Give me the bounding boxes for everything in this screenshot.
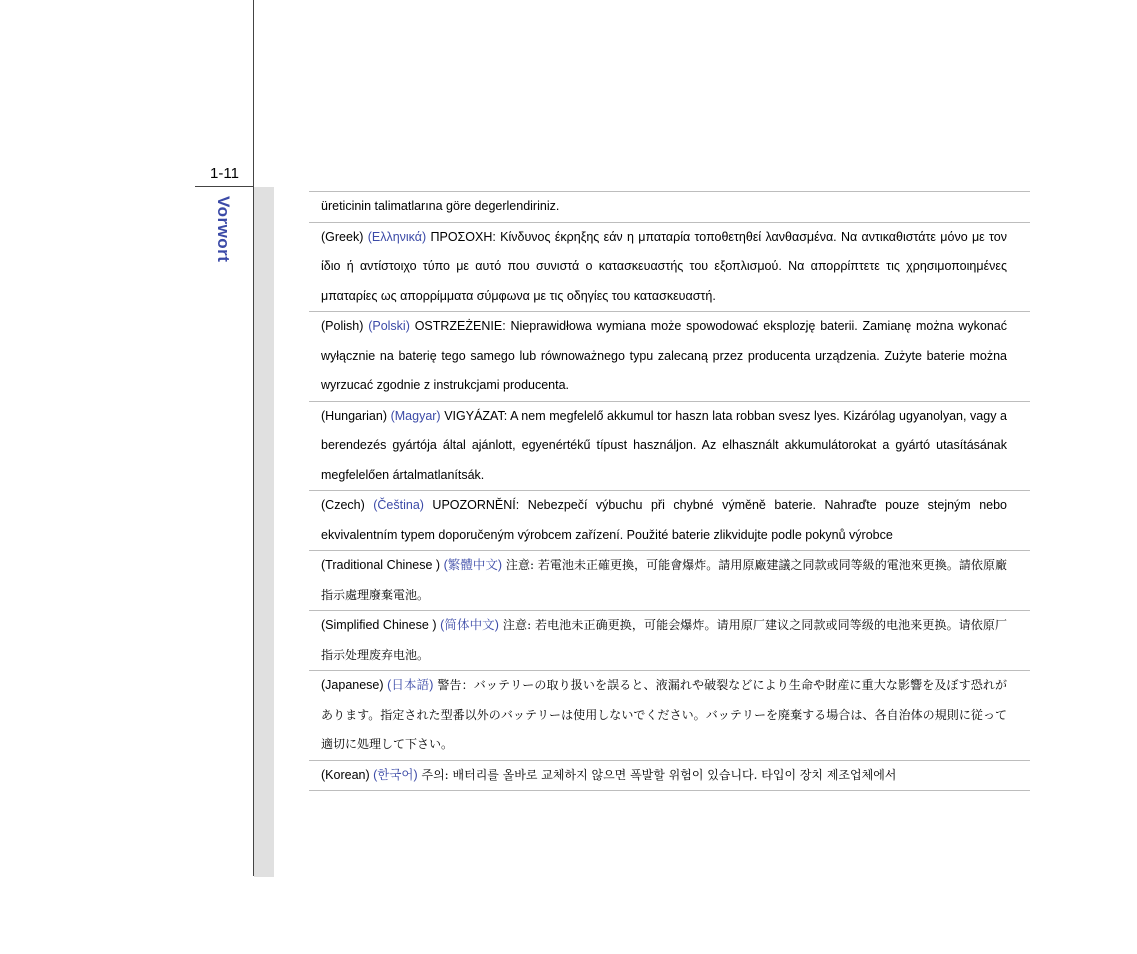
row-label: (Traditional Chinese ) xyxy=(321,558,444,572)
warning-row-czech xyxy=(309,491,1030,551)
row-text: OSTRZEŻENIE: Nieprawidłowa wymiana może spowodować eksplozję baterii. Zamianę można wykonać wyłącznie na baterię tego samego lub równoważnego typu zalecaną przez producenta urządzenia. Zużyte baterie można wyrzucać zgodnie z instrukcjami producenta. xyxy=(321,319,1007,392)
row-label: (Hungarian) xyxy=(321,408,391,423)
warning-row-polish xyxy=(309,312,1030,402)
warning-row-hungarian xyxy=(309,402,1030,492)
page-number: 1-11 xyxy=(210,165,239,182)
row-native-name: (Ελληνικά) xyxy=(367,229,427,244)
row-native-name: (简体中文) xyxy=(440,618,499,632)
row-native-name: (한국어) xyxy=(373,767,418,782)
side-gray-bar xyxy=(254,187,274,877)
warning-row-korean xyxy=(309,761,1030,792)
row-label: (Korean) xyxy=(321,767,374,782)
warning-row-simplified-chinese xyxy=(309,611,1030,671)
row-text: 注意: 若電池未正確更換，可能會爆炸。請用原廠建議之同款或同等級的電池來更換。請依原廠指示處理廢棄電池。 xyxy=(321,558,1007,602)
row-text: ΠΡΟΣΟΧΗ: Κίνδυνος έκρηξης εάν η μπαταρία τοποθετηθεί λανθασμένα. Να αντικαθιστάτε μόνο με τον ίδιο ή αντίστοιχο τύπο με αυτό που συνιστά ο κατασκευαστής του εξοπλισμού. Να απορρίπτετε τις χρησιμοποιημένες μπαταρίες ως απορρίμματα σύμφωνα με τις οδηγίες του κατασκευαστή. xyxy=(321,229,1008,303)
row-text: 주의: 배터리를 올바로 교체하지 않으면 폭발할 위험이 있습니다. 타입이 장치 제조업체에서 xyxy=(417,767,897,782)
row-label: (Simplified Chinese ) xyxy=(321,618,441,632)
row-text: 注意: 若电池未正确更换，可能会爆炸。请用原厂建议之同款或同等级的电池来更换。请依原厂指示处理废弃电池。 xyxy=(321,618,1008,662)
row-label: (Japanese) xyxy=(321,678,388,692)
row-native-name: (Čeština) xyxy=(373,498,424,512)
row-label: (Polish) xyxy=(321,319,369,333)
warning-row-greek xyxy=(309,223,1030,313)
row-native-name: (繁體中文) xyxy=(443,558,503,572)
warning-row-continuation xyxy=(309,192,1030,223)
row-text: üreticinin talimatlarına göre degerlendiriniz. xyxy=(321,199,560,213)
row-native-name: (Polski) xyxy=(368,319,410,333)
page-number-rule xyxy=(195,186,253,187)
row-text: UPOZORNĚNÍ: Nebezpečí výbuchu při chybné výměně baterie. Nahraďte pouze stejným nebo ekvivalentním typem doporučeným výrobcem zařízení. Použité baterie zlikvidujte podle pokynů výrobce xyxy=(321,498,1008,542)
warning-row-traditional-chinese xyxy=(309,551,1030,611)
row-text: 警告：バッテリーの取り扱いを誤ると、液漏れや破裂などにより生命や財産に重大な影響を及ぼす恐れがあります。指定された型番以外のバッテリーは使用しないでください。バッテリーを廃棄する場合は、各自治体の規則に従って適切に処理して下さい。 xyxy=(321,678,1007,751)
row-text: VIGYÁZAT: A nem megfelelő akkumul tor haszn lata robban svesz lyes. Kizárólag ugyanolyan, vagy a berendezés gyártója által ajánlott, egyenértékű típust használjon. Az elhasznált akkumulátorokat a gyártó utasításának megfelelően ártalmatlanítsák. xyxy=(321,408,1007,482)
row-label: (Czech) xyxy=(321,498,374,512)
warning-table xyxy=(309,191,1030,791)
side-section-title: Vorwort xyxy=(214,196,233,263)
row-native-name: (Magyar) xyxy=(390,408,441,423)
row-label: (Greek) xyxy=(321,229,368,244)
row-native-name: (日本語) xyxy=(387,678,434,692)
warning-row-japanese xyxy=(309,671,1030,761)
